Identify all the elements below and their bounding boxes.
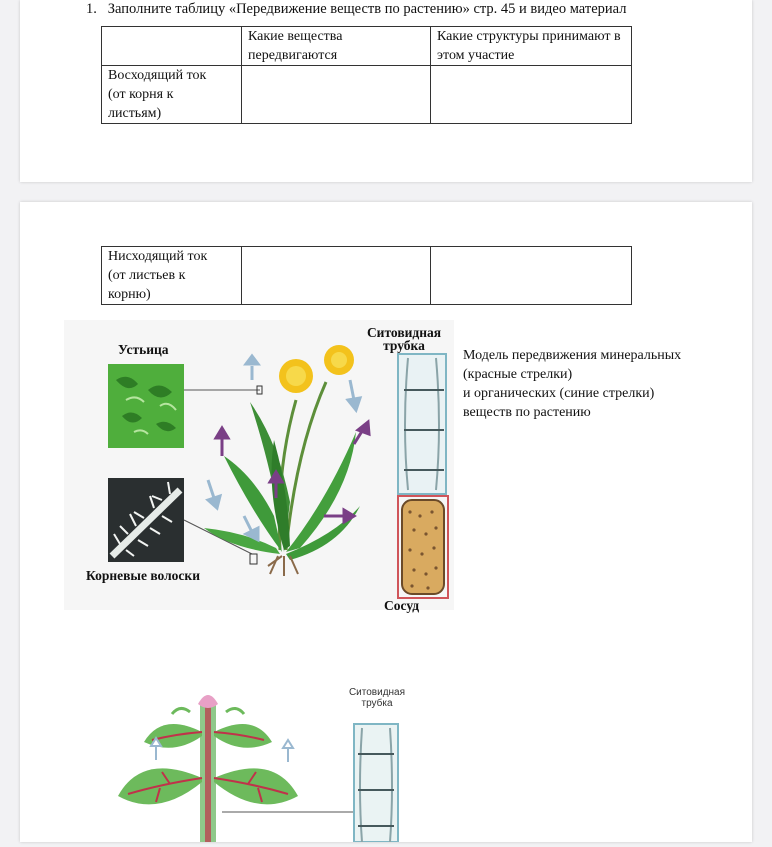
table-header-row — [102, 27, 632, 66]
table-row-label — [102, 247, 242, 305]
row-label-line: Восходящий ток — [108, 68, 207, 83]
row-label-line: (от листьев к — [108, 268, 186, 283]
document-page-2 — [20, 202, 752, 842]
caption-line: и органических (синие стрелки) — [463, 386, 655, 401]
table-cell-empty[interactable] — [242, 247, 431, 305]
table-header-cell: Какие вещества передвигаются — [242, 27, 431, 66]
label-sieve-tube-line: Ситовидная — [366, 325, 442, 340]
caption-line: (красные стрелки) — [463, 367, 573, 382]
row-label-line: корню) — [108, 287, 151, 302]
label-sieve-tube-small — [340, 687, 414, 709]
caption-line: веществ по растению — [463, 405, 591, 420]
figure-plant-model — [110, 682, 410, 842]
label-stomata: Устьица — [118, 342, 169, 357]
table-cell-empty[interactable] — [431, 247, 632, 305]
table-row-label — [102, 66, 242, 124]
vessel-image — [402, 500, 444, 594]
table-row — [102, 247, 632, 305]
label-sieve-tube — [364, 326, 444, 352]
row-label-line: листьям) — [108, 106, 162, 121]
table-cell-empty[interactable] — [431, 66, 632, 124]
task-text: Заполните таблицу «Передвижение веществ по растению» стр. 45 и видео материал — [107, 1, 627, 17]
label-root-hairs: Корневые волоски — [86, 568, 200, 583]
row-label-line: (от корня к — [108, 87, 174, 102]
label-sieve-tube-small-line: трубка — [361, 698, 393, 709]
dandelion-illustration — [64, 320, 454, 610]
table-cell-empty[interactable] — [242, 66, 431, 124]
row-label-line: Нисходящий ток — [108, 249, 208, 264]
table-row — [102, 66, 632, 124]
figure-dandelion — [64, 320, 454, 613]
task-number: 1. — [86, 1, 97, 17]
caption-line: Модель передвижения минеральных — [463, 348, 682, 363]
label-sieve-tube-line: трубка — [383, 338, 425, 353]
task-table-continued — [101, 246, 632, 305]
task-instruction — [86, 0, 626, 18]
label-vessel: Сосуд — [384, 598, 420, 613]
table-header-cell: Какие структуры принимают в этом участие — [431, 27, 632, 66]
task-table — [101, 26, 632, 124]
label-sieve-tube-small-line: Ситовидная — [348, 687, 406, 698]
document-page-1 — [20, 0, 752, 182]
table-header-cell — [102, 27, 242, 66]
figure1-caption — [463, 346, 681, 422]
